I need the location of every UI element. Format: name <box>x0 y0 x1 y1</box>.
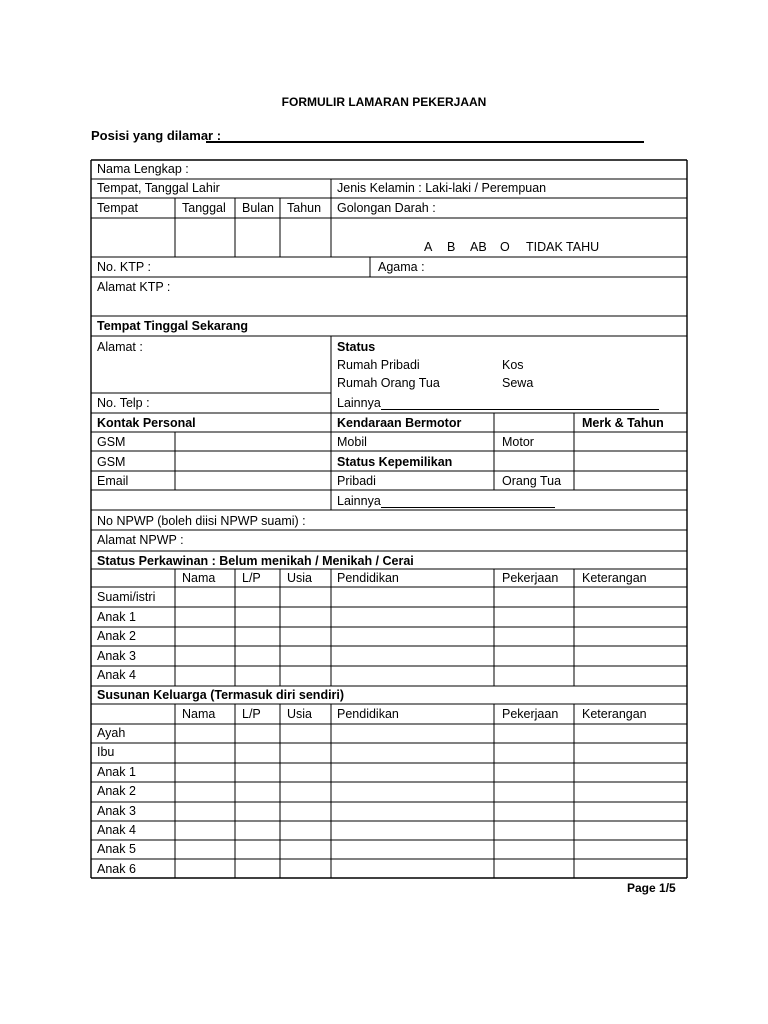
family-column-header: L/P <box>242 571 261 585</box>
family-column-header: Nama <box>182 571 216 585</box>
kendaraan-bermotor-header: Kendaraan Bermotor <box>337 416 462 430</box>
perkawinan-row-label: Anak 3 <box>97 648 136 663</box>
golongan-darah-option[interactable]: AB <box>470 240 487 254</box>
family-column-header: Pendidikan <box>337 707 399 721</box>
nama-lengkap-label: Nama Lengkap : <box>97 162 189 176</box>
lainnya-label: Lainnya <box>337 494 381 508</box>
status-header: Status <box>337 340 376 354</box>
kepemilikan-option-pribadi: Pribadi <box>337 474 376 488</box>
merk-tahun-header: Merk & Tahun <box>582 416 664 430</box>
golongan-darah-label: Golongan Darah : <box>337 201 436 215</box>
family-column-header: Pekerjaan <box>502 707 559 721</box>
lainnya-input-line[interactable] <box>381 409 659 410</box>
alamat-ktp-label: Alamat KTP : <box>97 280 171 294</box>
agama-label: Agama : <box>378 260 425 274</box>
no-telp-label: No. Telp : <box>97 396 150 410</box>
ttl-header-tanggal: Tanggal <box>182 201 226 215</box>
alamat-npwp-label: Alamat NPWP : <box>97 533 184 547</box>
family-column-header: Pekerjaan <box>502 571 559 585</box>
susunan-row-label: Anak 5 <box>97 842 136 857</box>
page-number: Page 1/5 <box>627 881 676 895</box>
susunan-row-label: Anak 4 <box>97 823 136 837</box>
jenis-kelamin-label: Jenis Kelamin : Laki-laki / Perempuan <box>337 181 547 195</box>
kendaraan-option-mobil: Mobil <box>337 435 367 449</box>
status-option[interactable]: Rumah Pribadi <box>337 358 420 372</box>
susunan-row-label: Anak 3 <box>97 803 136 818</box>
kontak-row-label: GSM <box>97 454 126 469</box>
kontak-row-label: Email <box>97 474 129 488</box>
family-column-header: Nama <box>182 707 216 721</box>
family-column-header: Keterangan <box>582 571 647 585</box>
susunan-row-label: Ibu <box>97 745 115 760</box>
golongan-darah-option[interactable]: TIDAK TAHU <box>526 240 600 254</box>
perkawinan-row-label: Anak 4 <box>97 668 136 683</box>
perkawinan-row-label: Anak 2 <box>97 629 136 644</box>
npwp-label: No NPWP (boleh diisi NPWP suami) : <box>97 514 306 528</box>
status-option[interactable]: Rumah Orang Tua <box>337 376 440 390</box>
susunan-row-label: Anak 2 <box>97 784 136 799</box>
susunan-row-label: Anak 6 <box>97 861 136 876</box>
posisi-label: Posisi yang dilamar : <box>91 128 222 143</box>
form-title: FORMULIR LAMARAN PEKERJAAN <box>281 95 487 109</box>
perkawinan-row-label: Suami/istri <box>97 590 156 604</box>
ttl-header-tahun: Tahun <box>287 201 322 215</box>
susunan-row-label: Anak 1 <box>97 764 136 779</box>
perkawinan-row-label: Anak 1 <box>97 609 136 624</box>
family-column-header: L/P <box>242 707 261 721</box>
family-column-header: Pendidikan <box>337 571 399 585</box>
family-column-header: Usia <box>287 707 313 721</box>
kontak-row-label: GSM <box>97 435 126 449</box>
golongan-darah-option[interactable]: B <box>447 240 456 254</box>
status-kepemilikan-header: Status Kepemilikan <box>337 455 453 469</box>
status-option[interactable]: Kos <box>502 358 524 372</box>
status-option[interactable]: Sewa <box>502 376 534 390</box>
tempat-tinggal-header: Tempat Tinggal Sekarang <box>97 319 248 333</box>
kendaraan-option-motor: Motor <box>502 435 534 449</box>
alamat-label: Alamat : <box>97 340 143 354</box>
golongan-darah-option[interactable]: O <box>500 240 510 254</box>
lainnya-kepemilikan-input-line[interactable] <box>381 507 555 508</box>
family-column-header: Keterangan <box>582 707 647 721</box>
susunan-keluarga-header: Susunan Keluarga (Termasuk diri sendiri) <box>97 688 345 702</box>
susunan-row-label: Ayah <box>97 726 126 740</box>
ttl-header-bulan: Bulan <box>242 201 274 215</box>
lainnya-label: Lainnya <box>337 396 381 410</box>
ttl-header-tempat: Tempat <box>97 201 138 215</box>
family-column-header: Usia <box>287 571 313 585</box>
ttl-label: Tempat, Tanggal Lahir <box>97 181 220 195</box>
status-perkawinan-header: Status Perkawinan : Belum menikah / Menikah / Cerai <box>97 554 414 568</box>
kepemilikan-option-orang-tua: Orang Tua <box>502 474 562 488</box>
golongan-darah-option[interactable]: A <box>424 240 433 254</box>
no-ktp-label: No. KTP : <box>97 260 151 274</box>
kontak-personal-header: Kontak Personal <box>97 416 196 430</box>
